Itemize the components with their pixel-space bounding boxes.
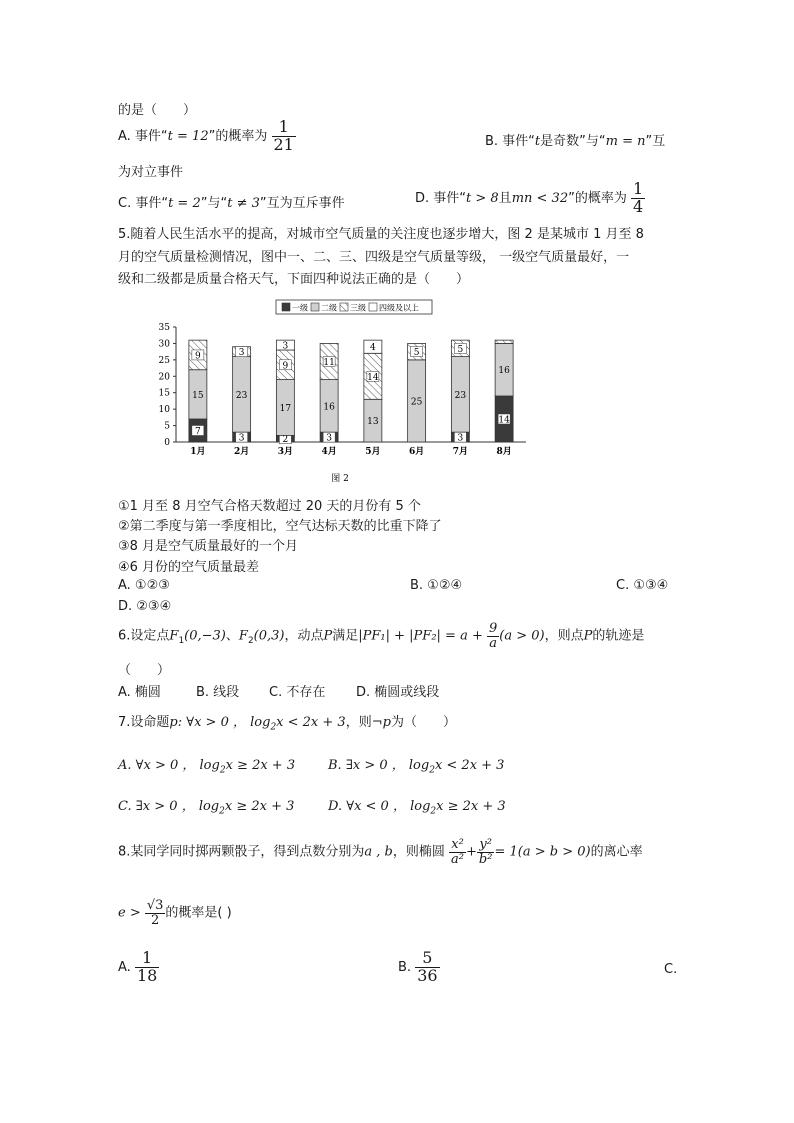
fraction: $\frac{√3}{2}$ — [146, 898, 164, 928]
q6-option-b: B. 线段 — [196, 685, 240, 700]
q4-option-b-continuation: 为对立事件 — [118, 165, 184, 180]
legend-swatch — [340, 303, 348, 311]
q5-option-d: D. ②③④ — [118, 599, 172, 614]
q7-option-b: B. ∃x > 0 ， $\log_2x < 2x + 3$ — [328, 758, 505, 776]
q8-stem: 8.某同学同时掷两颗骰子，得到点数分别为a , b，则椭圆 $\frac{\text{x²}}{\text{a²}}$ + $\frac{\text{y²}}{\text{b²}}$ = 1(a > b > 0)的离心率 — [118, 837, 643, 867]
data-label: 9 — [282, 361, 289, 372]
x-tick-label: 3月 — [277, 447, 294, 457]
data-label: 16 — [498, 366, 510, 377]
data-label: 3 — [238, 348, 245, 359]
y-tick-label: 0 — [164, 438, 170, 448]
q4-option-a: A. 事件“t = 12”的概率为 $\frac{1}{21}$ — [118, 117, 294, 154]
fraction: $\frac{1}{4}$ — [632, 179, 644, 216]
data-label: 15 — [192, 390, 204, 401]
q5-option-a: A. ①②③ — [118, 578, 170, 593]
q4-option-c: C. 事件“t = 2”与“t ≠ 3”互为互斥事件 — [118, 196, 345, 211]
legend-swatch — [369, 303, 377, 311]
x-tick-label: 5月 — [365, 447, 381, 457]
q6-stem: 6.设定点$F_1(0,-3)$、$F_2(0,3)$，动点P满足|PF₁| + |PF₂| = a + $\frac{9}{a}$ (a > 0)，则点P的轨迹是 — [118, 621, 645, 651]
data-label: 3 — [282, 341, 289, 352]
q4-continuation: 的是（ ） — [118, 103, 197, 118]
data-label: 23 — [235, 390, 248, 401]
y-tick-label: 30 — [158, 339, 170, 350]
chart-legend — [276, 300, 432, 314]
q7-option-c: C. ∃x > 0 ， $\log_2x \ge 2x + 3$ — [118, 799, 295, 817]
fraction: $\frac{1}{21}$ — [273, 117, 294, 154]
q8-option-b: B. $\frac{5}{36}$ — [398, 948, 438, 985]
data-label: 23 — [454, 390, 467, 401]
legend-label: 二级 — [321, 303, 337, 313]
fraction: $\frac{\text{y²}}{\text{b²}}$ — [478, 837, 493, 867]
data-label: 5 — [413, 348, 420, 359]
data-label: 9 — [195, 351, 201, 362]
x-tick-label: 8月 — [496, 447, 512, 457]
fraction: $\frac{5}{36}$ — [417, 948, 438, 985]
q8-eccentricity-condition: e > $\frac{√3}{2}$ 的概率是( ) — [118, 898, 232, 928]
data-label: 4 — [370, 343, 376, 354]
y-tick-label: 15 — [158, 388, 170, 399]
q6-continuation: （ ） — [118, 663, 171, 678]
legend-label: 四级及以上 — [379, 303, 419, 313]
legend-label: 一级 — [292, 303, 308, 313]
x-tick-label: 7月 — [452, 447, 469, 457]
y-tick-label: 10 — [158, 405, 170, 416]
x-tick-label: 2月 — [233, 447, 250, 457]
legend-swatch — [282, 303, 290, 311]
q7-option-d: D. ∀x < 0 ， $\log_2x \ge 2x + 3$ — [328, 799, 506, 817]
y-tick-label: 20 — [158, 372, 170, 383]
data-label: 3 — [326, 433, 332, 444]
data-label: 3 — [457, 433, 464, 444]
data-label: 25 — [410, 397, 423, 408]
stacked-bar-chart — [150, 292, 550, 488]
q5-option-b: B. ①②④ — [410, 578, 463, 593]
q5-option-c: C. ①③④ — [616, 578, 669, 593]
y-tick-label: 35 — [158, 323, 170, 333]
data-label: 14 — [498, 415, 510, 426]
q5-text-line-1: 5.随着人民生活水平的提高，对城市空气质量的关注度也逐步增大，图 2 是某城市 1 月至 8 — [118, 227, 644, 242]
data-label: 5 — [457, 344, 464, 355]
bar-segment — [495, 340, 513, 343]
data-label: 16 — [323, 402, 335, 413]
q6-option-c: C. 不存在 — [269, 685, 326, 700]
data-label: 11 — [323, 358, 335, 368]
q8-option-c: C. — [664, 962, 678, 977]
q5-statement-4: ④6 月份的空气质量最差 — [118, 560, 260, 575]
data-label: 14 — [367, 372, 379, 383]
legend-label: 三级 — [350, 303, 366, 313]
chart-caption: 图 2 — [331, 474, 349, 484]
x-tick-label: 4月 — [321, 447, 337, 457]
data-label: 3 — [238, 433, 245, 444]
q4-option-b: B. 事件“t是奇数”与“m = n”互 — [485, 134, 666, 149]
chart-bars — [189, 340, 513, 457]
fraction: $\frac{9}{a}$ — [489, 621, 498, 651]
q8-option-a: A. $\frac{1}{18}$ — [118, 948, 158, 985]
q6-option-a: A. 椭圆 — [118, 685, 161, 700]
q5-statement-1: ①1 月至 8 月空气合格天数超过 20 天的月份有 5 个 — [118, 499, 421, 514]
legend-swatch — [311, 303, 319, 311]
q7-option-a: A. ∀x > 0 ， $\log_2x \ge 2x + 3$ — [118, 758, 296, 776]
y-tick-label: 5 — [164, 421, 170, 432]
fraction: $\frac{1}{18}$ — [136, 948, 158, 985]
x-tick-label: 6月 — [408, 447, 425, 457]
data-label: 2 — [282, 435, 289, 446]
x-tick-label: 1月 — [190, 447, 206, 457]
q7-stem: 7.设命题p: ∀x > 0 ， $\log_2x < 2x + 3$，则¬p为（ ） — [118, 715, 456, 733]
q5-text-line-3: 级和二级都是质量合格天气，下面四种说法正确的是（ ） — [118, 272, 470, 287]
q5-statement-3: ③8 月是空气质量最好的一个月 — [118, 539, 299, 554]
data-label: 13 — [367, 417, 379, 428]
q5-statement-2: ②第二季度与第一季度相比，空气达标天数的比重下降了 — [118, 519, 442, 534]
chart-axes — [159, 323, 526, 448]
q6-option-d: D. 椭圆或线段 — [356, 685, 440, 700]
fraction: $\frac{\text{x²}}{\text{a²}}$ — [451, 837, 465, 867]
y-tick-label: 25 — [158, 355, 170, 366]
data-label: 7 — [195, 427, 201, 437]
data-label: 17 — [279, 404, 292, 414]
q5-text-line-2: 月的空气质量检测情况，图中一、二、三、四级是空气质量等级， 一级空气质量最好，一 — [118, 250, 630, 265]
q4-option-d: D. 事件“t > 8且mn < 32”的概率为 $\frac{1}{4}$ — [415, 179, 644, 216]
